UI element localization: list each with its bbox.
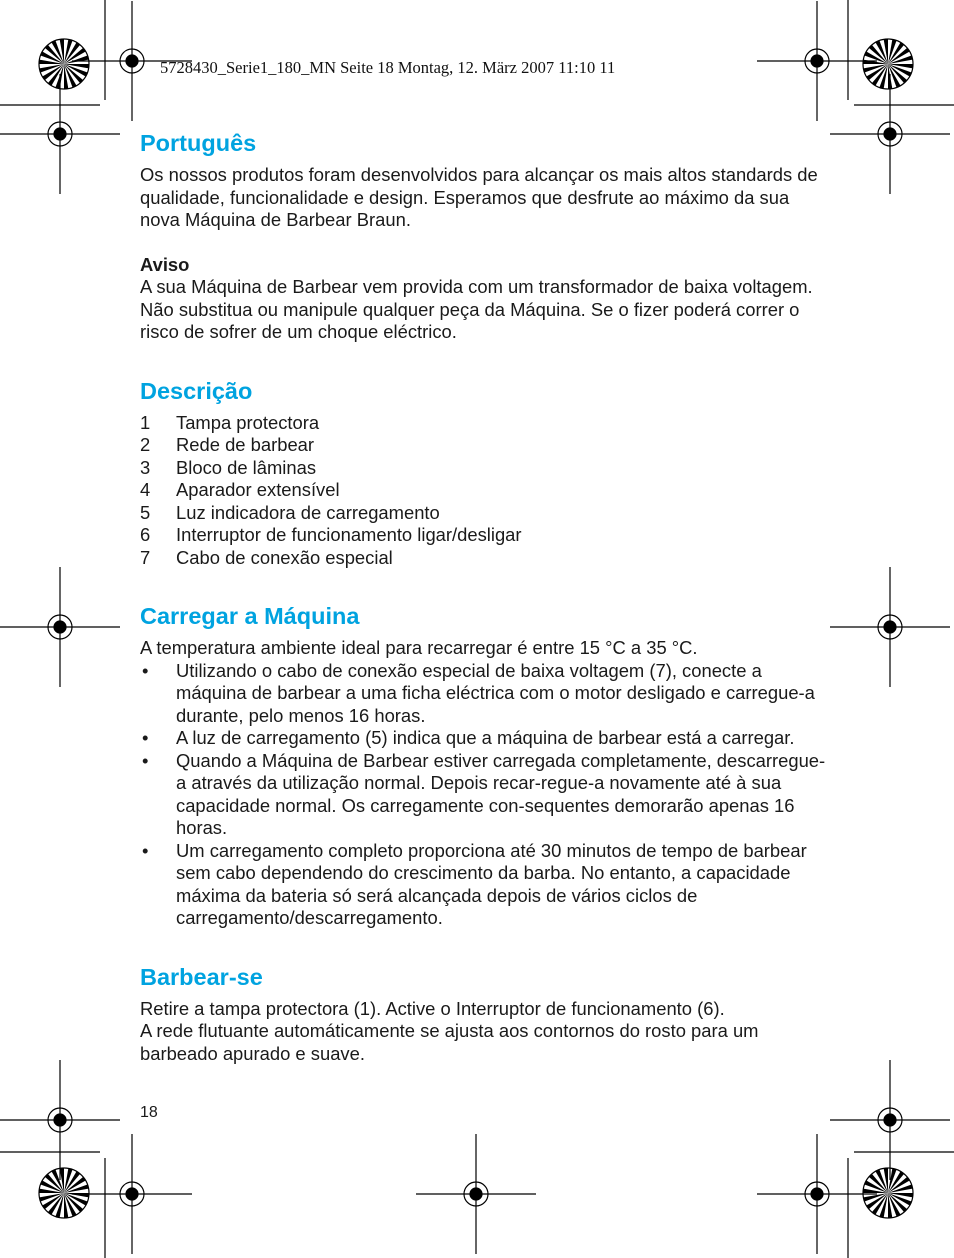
bullet-text: Um carregamento completo proporciona até 30 minutos de tempo de barbear sem cabo dependendo do crescimento da barba. No entanto, a capacidade máxima da bateria só será alcançada depois de vários ciclos de carregamento/descarregamento. [176, 839, 807, 928]
item-text: Aparador extensível [176, 479, 340, 500]
item-text: Tampa protectora [176, 411, 320, 433]
list-item [140, 457, 830, 480]
list-item [140, 434, 830, 457]
heading-carregar: Carregar a Máquina [140, 603, 360, 629]
registration-crosshair-icon [0, 1060, 120, 1180]
item-number: 3 [140, 456, 151, 478]
heading-descricao: Descrição [140, 377, 253, 404]
bullet-text: Quando a Máquina de Barbear estiver carregada completamente, descarregue-a através da utilização normal. Depois recar-regue-a novamente até à sua capacidade normal. Os carregamente con-sequentes demorarão apenas 16 horas. [176, 749, 826, 838]
item-text: Interruptor de funcionamento ligar/desligar [176, 524, 522, 545]
list-item [140, 727, 830, 750]
bullet-icon: • [142, 749, 149, 771]
registration-crosshair-icon [830, 567, 950, 687]
heading-portugues: Português [140, 130, 257, 156]
item-text: Bloco de lâminas [176, 456, 317, 478]
charging-bullets [140, 660, 830, 930]
page-number: 18 [140, 1104, 158, 1121]
bullet-text: A luz de carregamento (5) indica que a máquina de barbear está a carregar. [176, 727, 795, 748]
item-number: 4 [140, 479, 151, 500]
item-text: Luz indicadora de carregamento [176, 501, 440, 523]
intro-paragraph: Os nossos produtos foram desenvolvidos para alcançar os mais altos standards de qualidade, funcionalidade e design. Esperamos que desfrute ao máximo da sua nova Máquina de Barbear Braun. [140, 164, 818, 230]
print-info-line: 5728430_Serie1_180_MN Seite 18 Montag, 12. März 2007 11:10 11 [160, 58, 616, 77]
registration-crosshair-icon [757, 1, 877, 121]
bullet-text: Utilizando o cabo de conexão especial de baixa voltagem (7), conecte a máquina de barbear a uma ficha eléctrica com o motor desligado e carregue-a durante, pelo menos 16 horas. [176, 659, 815, 726]
bullet-icon: • [142, 727, 149, 748]
bullet-icon: • [142, 659, 149, 681]
item-number: 5 [140, 501, 151, 523]
list-item [140, 840, 830, 930]
starburst-target-icon [863, 1168, 913, 1218]
registration-crosshair-icon [0, 74, 120, 194]
charging-intro: A temperatura ambiente ideal para recarregar é entre 15 °C a 35 °C. [140, 637, 698, 658]
list-item [140, 412, 830, 435]
shaving-line-1: Retire a tampa protectora (1). Active o Interruptor de funcionamento (6). [140, 997, 725, 1019]
list-item [140, 524, 830, 547]
item-number: 2 [140, 434, 151, 455]
item-number: 1 [140, 411, 151, 433]
manual-content [140, 128, 830, 1065]
heading-barbear: Barbear-se [140, 963, 263, 990]
item-text: Rede de barbear [176, 434, 315, 455]
shaving-line-2: A rede flutuante automáticamente se ajusta aos contornos do rosto para um barbeado apurado e suave. [140, 1020, 759, 1064]
list-item [140, 502, 830, 525]
registration-crosshair-icon [416, 1134, 536, 1254]
bullet-icon: • [142, 839, 149, 861]
parts-list [140, 412, 830, 570]
item-number: 6 [140, 524, 151, 545]
starburst-target-icon [39, 1168, 89, 1218]
warning-title: Aviso [140, 253, 190, 275]
list-item [140, 660, 830, 728]
registration-crosshair-icon [0, 567, 120, 687]
list-item [140, 547, 830, 570]
list-item [140, 750, 830, 840]
warning-paragraph: A sua Máquina de Barbear vem provida com um transformador de baixa voltagem. Não substitua ou manipule qualquer peça da Máquina. Se o fizer poderá correr o risco de sofrer de um choque eléctrico. [140, 276, 813, 342]
starburst-target-icon [39, 39, 89, 89]
list-item [140, 479, 830, 502]
starburst-target-icon [863, 39, 913, 89]
item-number: 7 [140, 546, 151, 568]
item-text: Cabo de conexão especial [176, 546, 393, 568]
